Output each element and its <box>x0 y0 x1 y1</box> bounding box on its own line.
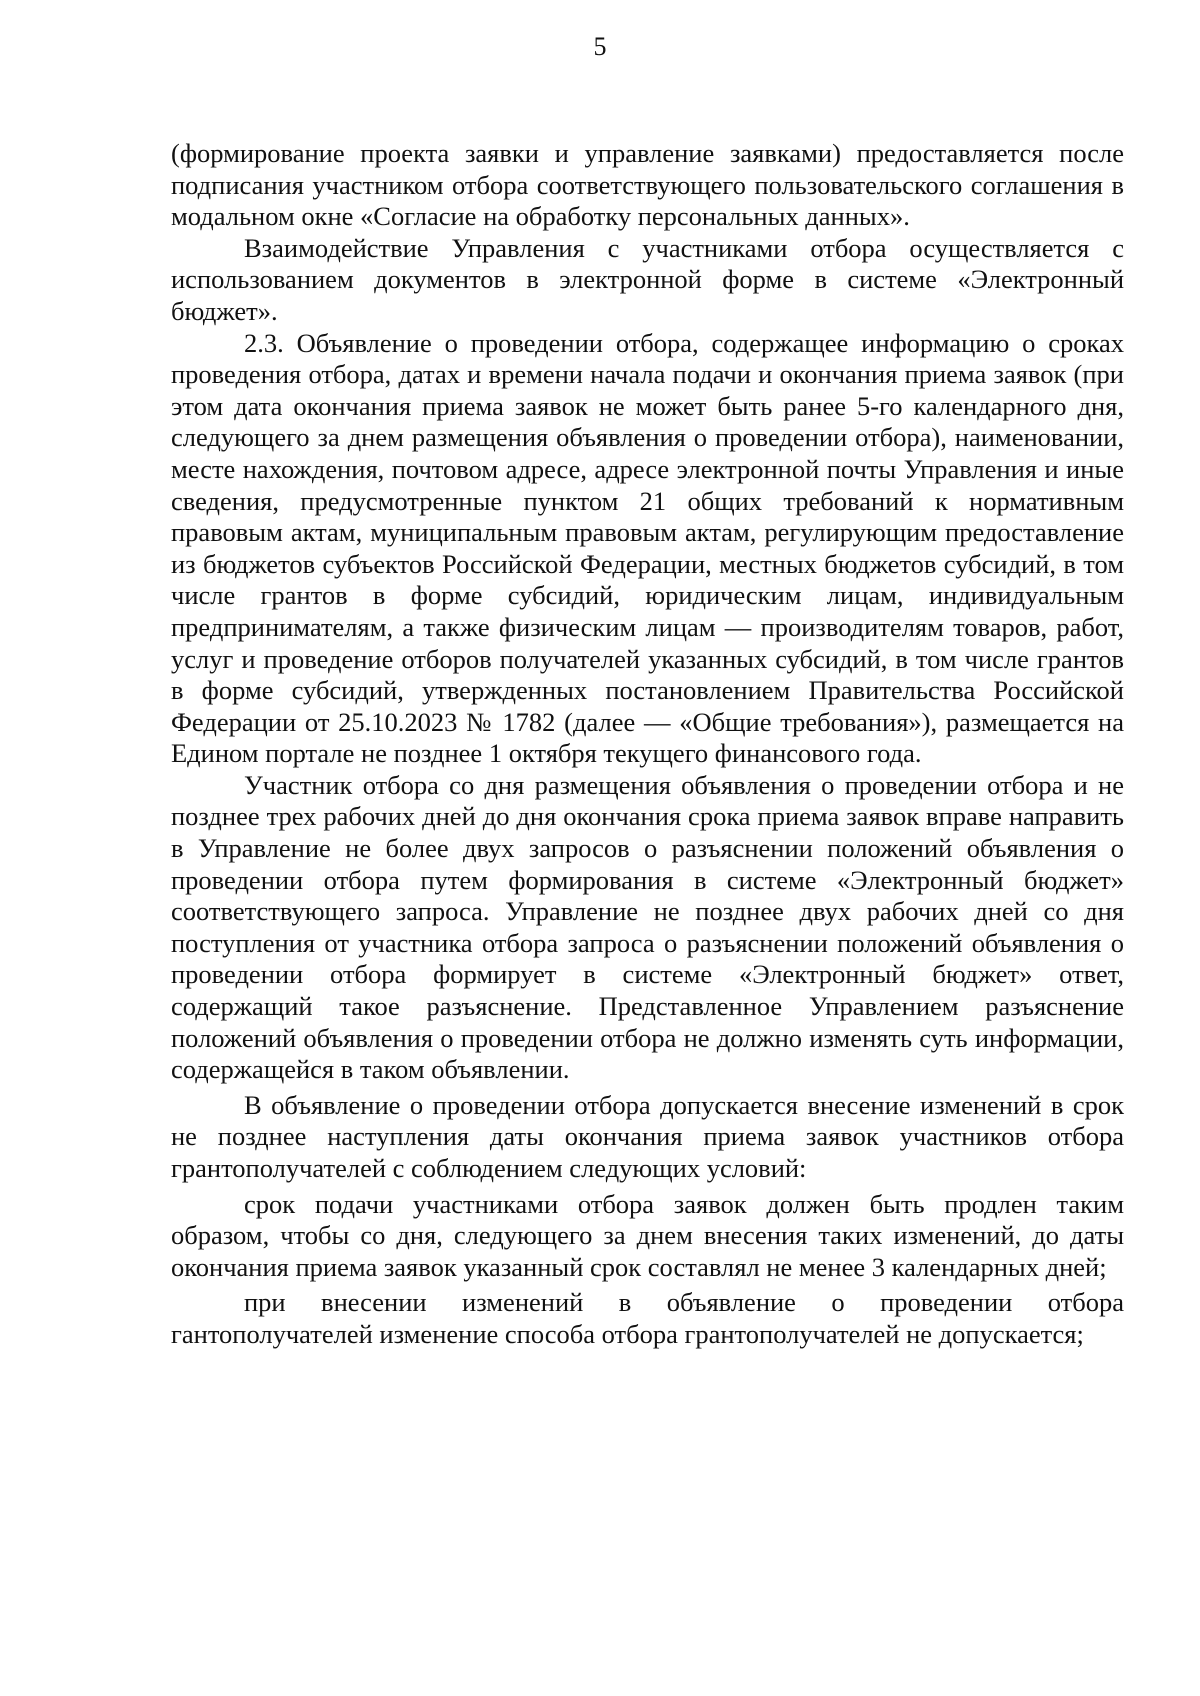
paragraph-clarification-requests: Участник отбора со дня размещения объявления о проведении отбора и не позднее трех рабочих дней до дня окончания срока приема заявок вправе направить в Управление не более двух запросов о разъяснении положений объявления о проведении отбора путем формирования в системе «Электронный бюджет» соответствующего запроса. Управление не позднее двух рабочих дней со дня поступления от участника отбора запроса о разъяснении положений объявления о проведении отбора формирует в системе «Электронный бюджет» ответ, содержащий такое разъяснение. Представленное Управлением разъяснение положений объявления о проведении отбора не должно изменять суть информации, содержащейся в таком объявлении. <box>171 769 1124 1085</box>
document-body <box>171 138 1124 1351</box>
paragraph-interaction: Взаимодействие Управления с участниками отбора осуществляется с использованием документов в электронной форме в системе «Электронный бюджет». <box>171 232 1124 326</box>
paragraph-amendments: В объявление о проведении отбора допускается внесение изменений в срок не позднее наступления даты окончания приема заявок участников отбора грантополучателей с соблюдением следующих условий: <box>171 1089 1124 1183</box>
paragraph-2-3-announcement: 2.3. Объявление о проведении отбора, содержащее информацию о сроках проведения отбора, датах и времени начала подачи и окончания приема заявок (при этом дата окончания приема заявок не может быть ранее 5-го календарного дня, следующего за днем размещения объявления о проведении отбора), наименовании, месте нахождения, почтовом адресе, адресе электронной почты Управления и иные сведения, предусмотренные пунктом 21 общих требований к нормативным правовым актам, муниципальным правовым актам, регулирующим предоставление из бюджетов субъектов Российской Федерации, местных бюджетов субсидий, в том числе грантов в форме субсидий, юридическим лицам, индивидуальным предпринимателям, а также физическим лицам — производителям товаров, работ, услуг и проведение отборов получателей указанных субсидий, в том числе грантов в форме субсидий, утвержденных постановлением Правительства Российской Федерации от 25.10.2023 № 1782 (далее — «Общие требования»), размещается на Едином портале не позднее 1 октября текущего финансового года. <box>171 327 1124 769</box>
paragraph-condition-deadline: срок подачи участниками отбора заявок должен быть продлен таким образом, чтобы со дня, следующего за днем внесения таких изменений, до даты окончания приема заявок указанный срок составлял не менее 3 календарных дней; <box>171 1188 1124 1282</box>
paragraph-continuation: (формирование проекта заявки и управление заявками) предоставляется после подписания участником отбора соответствующего пользовательского соглашения в модальном окне «Согласие на обработку персональных данных». <box>171 138 1124 232</box>
page-number: 5 <box>593 32 607 61</box>
paragraph-condition-method: при внесении изменений в объявление о проведении отбора гантополучателей изменение способа отбора грантополучателей не допускается; <box>171 1287 1124 1349</box>
